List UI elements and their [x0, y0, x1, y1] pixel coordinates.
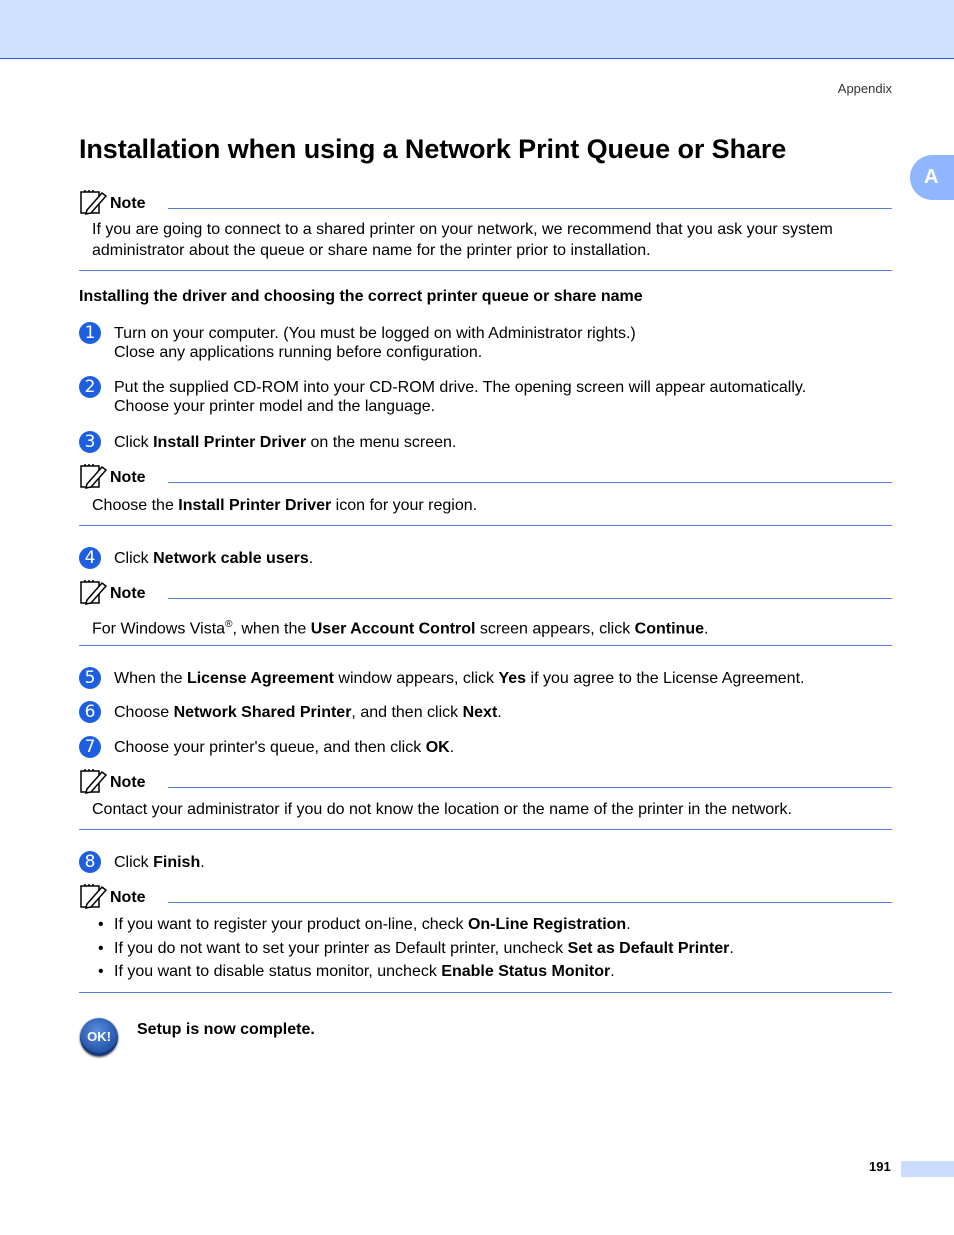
note-divider	[79, 645, 892, 646]
page-title: Installation when using a Network Print Queue or Share	[79, 134, 787, 164]
page-number: 191	[869, 1159, 891, 1174]
page-number-bar	[901, 1161, 954, 1177]
note-text: Contact your administrator if you do not know the location or the name of the printer in the network.	[92, 801, 792, 818]
note-divider	[79, 992, 892, 993]
ui-term: Finish	[153, 854, 201, 871]
step-number: 1	[79, 322, 101, 344]
step-text	[114, 378, 892, 416]
ui-term: Network Shared Printer	[173, 704, 352, 721]
step-text: Click Finish.	[114, 854, 205, 871]
note-divider	[168, 902, 892, 903]
note-box	[79, 578, 892, 646]
step-text: Choose Network Shared Printer, and then click Next.	[114, 704, 502, 721]
step-text: Choose your printer's queue, and then click OK.	[114, 739, 455, 756]
note-divider	[79, 829, 892, 830]
step-line: Close any applications running before configuration.	[114, 344, 483, 361]
ui-term: On-Line Registration	[467, 916, 627, 933]
header-band	[0, 0, 954, 59]
step-number: 4	[79, 547, 101, 569]
note-text: For Windows Vista®, when the User Account Control screen appears, click Continue.	[92, 619, 709, 638]
note-divider	[168, 598, 892, 599]
step-number: 5	[79, 667, 101, 689]
ui-term: Enable Status Monitor	[441, 963, 611, 980]
ui-term: User Account Control	[310, 620, 476, 638]
step-number: 2	[79, 376, 101, 398]
note-divider	[168, 208, 892, 209]
note-divider	[168, 787, 892, 788]
section-label: Appendix	[837, 81, 892, 96]
ok-badge-icon: OK!	[80, 1018, 118, 1056]
registered-mark: ®	[225, 619, 233, 630]
note-label: Note	[110, 889, 146, 906]
step-number: 7	[79, 736, 101, 758]
note-pencil-icon	[79, 767, 107, 795]
note-text: If you are going to connect to a shared printer on your network, we recommend that you ask your system administrator about the queue or share name for the printer prior to installation.	[92, 221, 833, 259]
step-number: 3	[79, 431, 101, 453]
list-item: • If you do not want to set your printer as Default printer, uncheck Set as Default Printer.	[92, 937, 892, 961]
note-label: Note	[110, 195, 146, 212]
appendix-tab: A	[910, 155, 954, 200]
ui-term: License Agreement	[186, 670, 334, 687]
note-box	[79, 767, 892, 831]
note-pencil-icon	[79, 188, 107, 216]
note-divider	[79, 525, 892, 526]
completion-text: Setup is now complete.	[137, 1021, 315, 1038]
step-line: Turn on your computer. (You must be logged on with Administrator rights.)	[114, 325, 636, 342]
ui-term: Yes	[498, 670, 527, 687]
ui-term: Continue	[634, 620, 704, 638]
step-number: 6	[79, 701, 101, 723]
ui-term: Install Printer Driver	[178, 497, 332, 514]
ui-term: Set as Default Printer	[567, 939, 730, 957]
step-text: Click Install Printer Driver on the menu screen.	[114, 434, 457, 451]
note-box	[79, 882, 892, 994]
list-item: • If you want to disable status monitor, uncheck Enable Status Monitor.	[92, 960, 892, 984]
note-divider	[168, 482, 892, 483]
step-number: 8	[79, 851, 101, 873]
step-text	[114, 324, 892, 362]
ui-term: Next	[462, 704, 498, 721]
note-label: Note	[110, 469, 146, 486]
note-label: Note	[110, 585, 146, 602]
ui-term: OK	[425, 739, 450, 756]
note-pencil-icon	[79, 882, 107, 910]
note-text: Choose the Install Printer Driver icon for your region.	[92, 497, 478, 514]
note-bullet-list	[79, 910, 892, 984]
ui-term: Install Printer Driver	[153, 434, 307, 451]
subheading: Installing the driver and choosing the correct printer queue or share name	[79, 288, 643, 305]
note-pencil-icon	[79, 578, 107, 606]
note-box	[79, 188, 892, 272]
ui-term: Network cable users	[153, 550, 309, 567]
step-line: Choose your printer model and the language.	[114, 398, 436, 415]
list-item: • If you want to register your product on-line, check On-Line Registration.	[92, 913, 892, 937]
note-pencil-icon	[79, 462, 107, 490]
step-line: Put the supplied CD-ROM into your CD-ROM drive. The opening screen will appear automatically.	[114, 379, 807, 396]
step-text: Click Network cable users.	[114, 550, 314, 567]
note-box	[79, 462, 892, 526]
step-text: When the License Agreement window appears, click Yes if you agree to the License Agreement.	[114, 670, 805, 687]
note-label: Note	[110, 774, 146, 791]
note-divider	[79, 270, 892, 271]
